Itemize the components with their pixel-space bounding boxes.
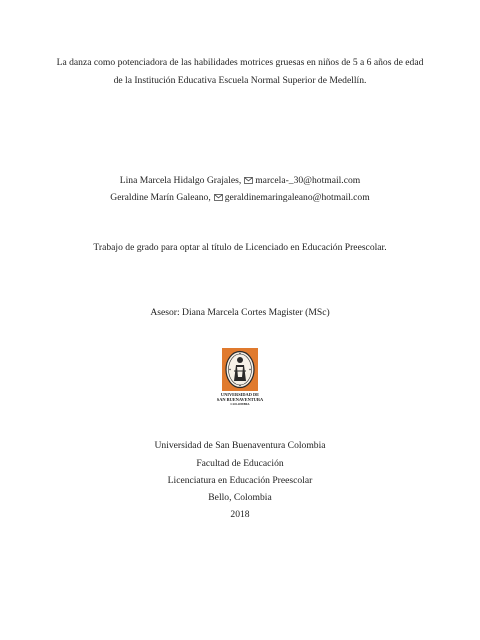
envelope-icon bbox=[244, 177, 253, 184]
program-name: Licenciatura en Educación Preescolar bbox=[167, 475, 313, 486]
author-line-1 bbox=[0, 175, 480, 187]
degree-purpose: Trabajo de grado para optar al título de Licenciado en Educación Preescolar. bbox=[93, 242, 387, 253]
author-line-2 bbox=[0, 192, 480, 204]
envelope-icon bbox=[214, 194, 223, 201]
author-email[interactable]: marcela-_30@hotmail.com bbox=[255, 175, 361, 186]
university-name: Universidad de San Buenaventura Colombia bbox=[154, 440, 326, 451]
faculty-name: Facultad de Educación bbox=[196, 458, 284, 469]
advisor: Asesor: Diana Marcela Cortes Magister (MSc) bbox=[150, 307, 330, 318]
author-email[interactable]: geraldinemaringaleano@hotmail.com bbox=[224, 192, 370, 203]
document-title-line-1: La danza como potenciadora de las habilidades motrices gruesas en niños de 5 a 6 años de edad bbox=[56, 57, 424, 68]
seal-caption-line-1: UNIVERSIDAD DE bbox=[220, 392, 260, 397]
year: 2018 bbox=[230, 509, 250, 520]
author-name: Lina Marcela Hidalgo Grajales, bbox=[119, 175, 242, 186]
city: Bello, Colombia bbox=[208, 492, 272, 503]
seal-caption-line-3: COLOMBIA bbox=[230, 402, 250, 406]
author-name: Geraldine Marín Galeano, bbox=[110, 192, 211, 203]
seal-caption-line-2: SAN BUENAVENTURA bbox=[216, 397, 264, 402]
document-title-line-2: de la Institución Educativa Escuela Normal Superior de Medellín. bbox=[113, 75, 367, 86]
